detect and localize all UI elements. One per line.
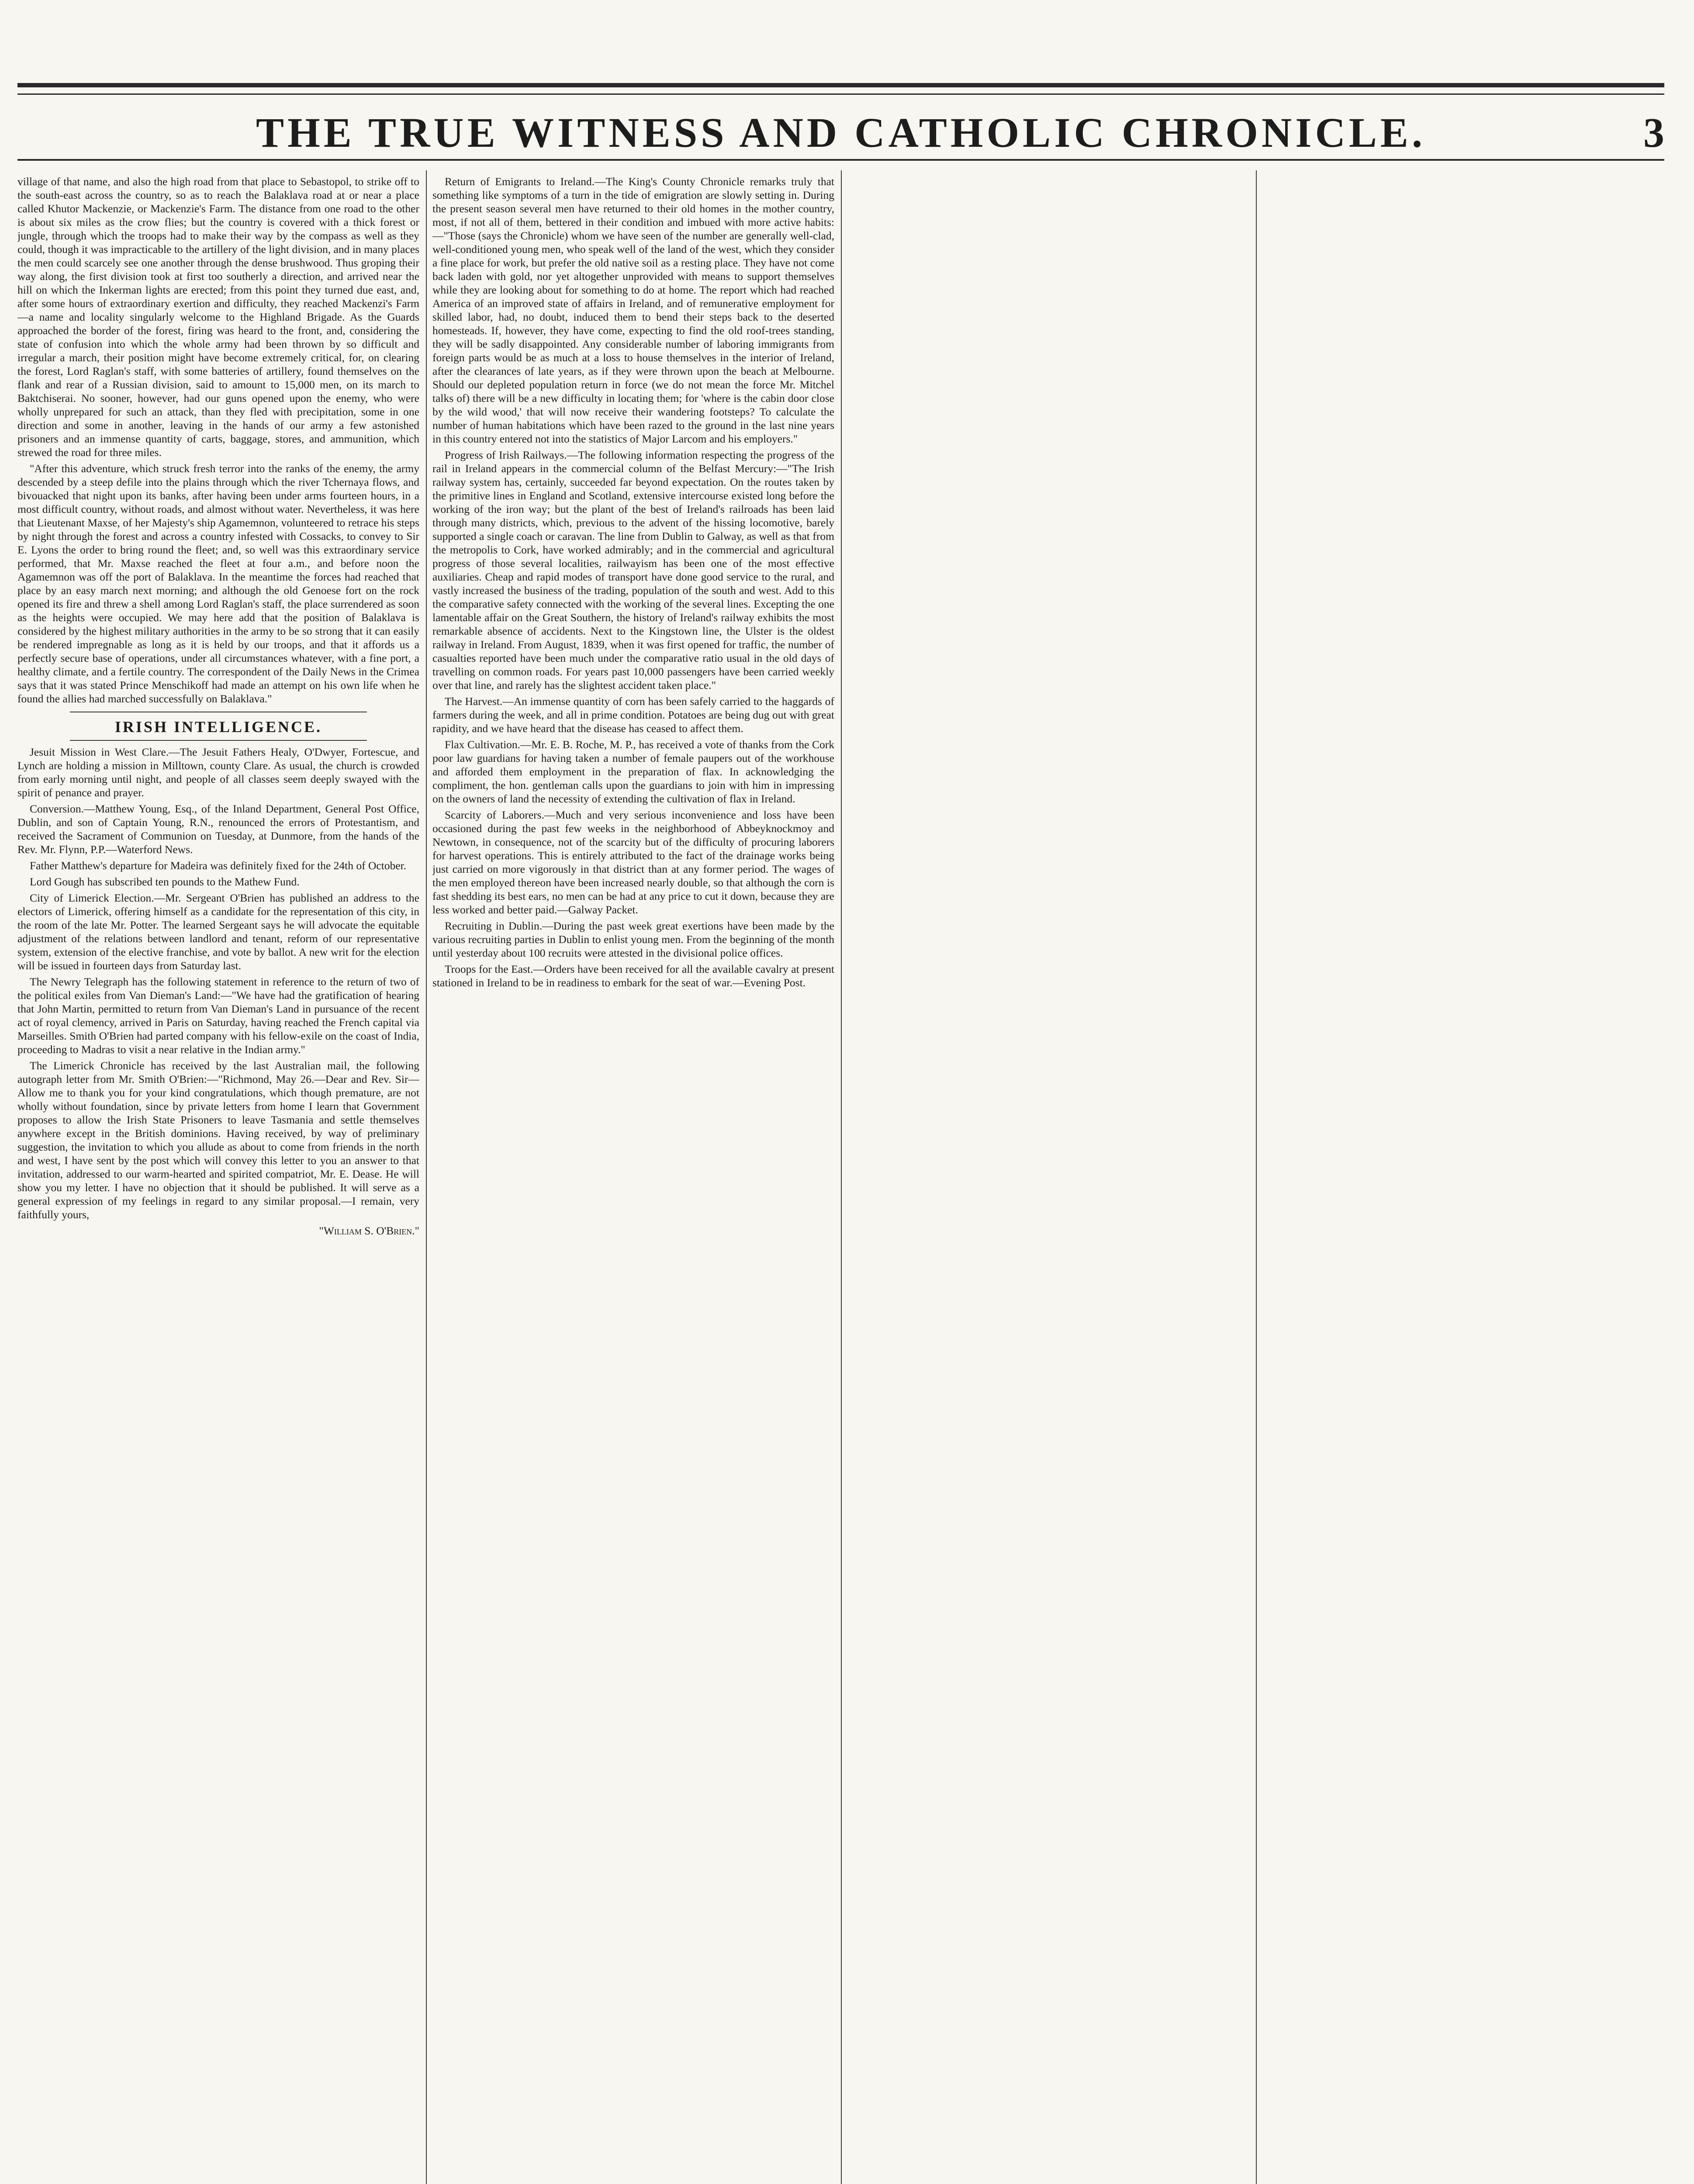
article-paragraph: "After this adventure, which struck fresh terror into the ranks of the enemy, the army descended by a steep defile into the plains through which the river Tchernaya flows, and bivouacked that night upon its banks, after having been under arms fourteen hours, in a most difficult country, without roads, and almost without water. Nevertheless, it was here that Lieutenant Maxse, of her Majesty's ship Agamemnon, volunteered to retrace his steps by night through the forest and across a country infested with Cossacks, to convey to Sir E. Lyons the order to bring round the fleet; and, so well was this extraordinary service performed, that Mr. Maxse reached the fleet at four a.m., and before noon the Agamemnon was off the port of Balaklava. In the meantime the forces had reached that place by an easy march next morning; and although the old Genoese fort on the rock opened its fire and threw a shell among Lord Raglan's staff, the place surrendered as soon as the heights were occupied. We may here add that the position of Balaklava is considered by the highest military authorities in the army to be so strong that it can easily be rendered impregnable as long as it is held by our troops, and that it affords us a perfectly secure base of operations, under all circumstances whatever, with a fine port, a healthy climate, and a fertile country. The correspondent of the Daily News in the Crimea says that it was stated Prince Menschikoff had made an attempt on his own life when he found the allies had marched successfully on Balaklava." — [17, 462, 419, 705]
column-3 — [847, 175, 1249, 2184]
column-divider — [1256, 170, 1257, 2184]
news-item: Recruiting in Dublin.—During the past week great exertions have been made by the various recruiting parties in Dublin to enlist young men. From the beginning of the month until yesterday about 100 recruits were attested in the divisional police offices. — [432, 919, 834, 959]
news-item: Conversion.—Matthew Young, Esq., of the Inland Department, General Post Office, Dublin, and son of Captain Young, R.N., renounced the errors of Protestantism, and received the Sacrament of Communion on Tuesday, at Dunmore, from the hands of the Rev. Mr. Flynn, P.P.—Waterford News. — [17, 802, 419, 856]
article-paragraph: village of that name, and also the high road from that place to Sebastopol, to strike off to the south-east across the country, so as to reach the Balaklava road at or near a place called Khutor Mackenzie, or Mackenzie's Farm. The distance from one road to the other is about six miles as the crow flies; but the country is covered with a thick forest or jungle, through which the troops had to make their way by the compass as well as they could, though it was impracticable to the artillery of the light division, and in many places the men could scarcely see one another through the dense brushwood. Thus groping their way along, the first division took at first too southerly a direction, and arrived near the hill on which the Inkerman lights are erected; from this point they turned due east, and, after some hours of extraordinary exertion and difficulty, they reached Mackenzi's Farm—a name and locality singularly welcome to the Highland Brigade. As the Guards approached the border of the forest, firing was heard to the front, and, considering the state of confusion into which the whole army had been thrown by so difficult and irregular a march, their position might have become extremely critical, for, on clearing the forest, Lord Raglan's staff, with some batteries of artillery, found themselves on the flank and rear of a Russian division, said to amount to 15,000 men, on its march to Baktchiserai. No sooner, however, had our guns opened upon the enemy, who were wholly unprepared for such an attack, than they fled with precipitation, some in one direction and some in another, leaving in the hands of our army a few astonished prisoners and an immense quantity of carts, baggage, stores, and ammunition, which strewed the road for three miles. — [17, 175, 419, 459]
newspaper-title: THE TRUE WITNESS AND CATHOLIC CHRONICLE. — [256, 109, 1426, 156]
column-2 — [432, 175, 834, 2184]
column-4 — [1262, 175, 1664, 2184]
news-item: Scarcity of Laborers.—Much and very serious inconvenience and loss have been occasioned during the past few weeks in the neighborhood of Abbeyknockmoy and Newtown, in consequence, not of the scarcity but of the difficulty of procuring laborers for harvest operations. This is entirely attributed to the fact of the drainage works being just carried on more vigorously in that district than at any former period. The wages of the men employed thereon have been increased nearly double, so that although the corn is fast shedding its best ears, no men can be had at any price to cut it down, because they are less worked and better paid.—Galway Packet. — [432, 809, 834, 916]
news-item: Return of Emigrants to Ireland.—The King's County Chronicle remarks truly that something like symptoms of a turn in the tide of emigration are slowly setting in. During the present season several men have returned to their old homes in the mother country, most, if not all of them, bettered in their condition and imbued with more active habits:—"Those (says the Chronicle) whom we have seen of the number are generally well-clad, well-conditioned young men, who speak well of the land of the west, which they consider a fine place for work, but prefer the old native soil as a resting place. They have not come back laden with gold, nor yet altogether unprovided with means to support themselves while they are looking about for something to do at home. The report which had reached America of an improved state of affairs in Ireland, and of remunerative employment for skilled labor, had, no doubt, induced them to bend their steps back to the deserted homesteads. If, however, they have come, expecting to find the old roof-trees standing, they will be sadly disappointed. Any considerable number of laboring immigrants from foreign parts would be as much at a loss to house themselves in the interior of Ireland, after the clearances of late years, as if they were thrown upon the beach at Melbourne. Should our depleted population return in force (we do not mean the force Mr. Mitchel talks of) there will be a new difficulty in locating them; for 'where is the cabin door close by the wild wood,' that will now receive their wandering footsteps? To calculate the number of human habitations which have been razed to the ground in the last nine years in this country entered not into the statistics of Major Larcom and his employers." — [432, 175, 834, 445]
masthead — [17, 83, 1664, 162]
news-item: Lord Gough has subscribed ten pounds to the Mathew Fund. — [30, 875, 300, 888]
news-item: Troops for the East.—Orders have been received for all the available cavalry at present stationed in Ireland to be in readiness to embark for the seat of war.—Evening Post. — [432, 963, 834, 989]
news-item: Progress of Irish Railways.—The following information respecting the progress of the rail in Ireland appears in the commercial column of the Belfast Mercury:—"The Irish railway system has, certainly, succeeded far beyond expectation. On the routes taken by the primitive lines in England and Scotland, extensive intercourse existed long before the working of the iron way; but the plant of the best of Ireland's railroads has been laid through many districts, which, previous to the advent of the hissing locomotive, barely supported a single coach or caravan. The line from Dublin to Galway, as well as that from the metropolis to Cork, have worked admirably; and in the commercial and agricultural progress of those several localities, railwayism has been one of the most effective auxiliaries. Cheap and rapid modes of transport have done good service to the rural, and vastly increased the business of the trading, population of the south and west. Add to this the comparative safety connected with the working of the several lines. Excepting the one lamentable affair on the Great Southern, the history of Ireland's railway exhibits the most remarkable absence of accidents. Next to the Kingstown line, the Ulster is the oldest railway in Ireland. From August, 1839, when it was first opened for traffic, the number of casualties reported have been much under the comparative ratio usual in the old days of travelling on common roads. For years past 10,000 passengers have been carried weekly over that line, and rarely has the slightest accident taken place." — [432, 449, 834, 691]
news-item: The Harvest.—An immense quantity of corn has been safely carried to the haggards of farmers during the week, and all in prime condition. Potatoes are being dug out with great rapidity, and we have heard that the disease has ceased to affect them. — [432, 695, 834, 735]
news-item: Flax Cultivation.—Mr. E. B. Roche, M. P., has received a vote of thanks from the Cork poor law guardians for having taken a number of female paupers out of the workhouse and afforded them employment in the preparation of flax. In acknowledging the compliment, the hon. gentleman calls upon the guardians to join with him in impressing on the owners of land the necessity of extending the cultivation of flax in Ireland. — [432, 738, 834, 805]
masthead-top-rule — [17, 83, 1664, 87]
page-number: 3 — [1643, 109, 1664, 156]
news-item: The Limerick Chronicle has received by the last Australian mail, the following autograph letter from Mr. Smith O'Brien:—"Richmond, May 26.—Dear and Rev. Sir—Allow me to thank you for your kind congratulations, which though premature, are not wholly without foundation, since by private letters from home I learn that Government proposes to allow the Irish State Prisoners to leave Tasmania and settle themselves anywhere except in the British dominions. Having received, by way of preliminary suggestion, the invitation to which you allude as about to come from friends in the north and west, I have sent by the post which will convey this letter to you an answer to that invitation, addressed to our warm-hearted and spirited compatriot, Mr. E. Dease. He will show you my letter. I have no objection that it should be published. It will serve as a general expression of my feelings in regard to any similar proposal.—I remain, very faithfully yours, — [17, 1059, 419, 1221]
letter-signature: "William S. O'Brien." — [319, 1224, 419, 1237]
section-rule — [70, 740, 367, 741]
section-heading: IRISH INTELLIGENCE. — [114, 718, 322, 736]
column-1 — [17, 175, 419, 2184]
news-item: Jesuit Mission in West Clare.—The Jesuit Fathers Healy, O'Dwyer, Fortescue, and Lynch are holding a mission in Milltown, county Clare. As usual, the church is crowded from early morning until night, and people of all classes seem deeply swayed with the spirit of penance and prayer. — [17, 746, 419, 799]
column-divider — [841, 170, 842, 2184]
news-item: Father Matthew's departure for Madeira was definitely fixed for the 24th of October. — [30, 859, 407, 872]
news-item: City of Limerick Election.—Mr. Sergeant O'Brien has published an address to the electors of Limerick, offering himself as a candidate for the representation of this city, in the room of the late Mr. Potter. The learned Sergeant says he will advocate the equitable adjustment of the relations between landlord and tenant, reform of our representative system, extension of the elective franchise, and vote by ballot. A new writ for the election will be issued in fourteen days from Saturday last. — [17, 892, 419, 972]
column-divider — [426, 170, 427, 2184]
masthead-bottom-rule — [17, 159, 1664, 161]
masthead-mid-rule — [17, 93, 1664, 95]
news-item: The Newry Telegraph has the following statement in reference to the return of two of the political exiles from Van Dieman's Land:—"We have had the gratification of hearing that John Martin, permitted to return from Van Dieman's Land in pursuance of the recent act of royal clemency, arrived in Paris on Saturday, having reached the French capital via Marseilles. Smith O'Brien had parted company with his fellow-exile on the coast of India, proceeding to Madras to visit a near relative in the Indian army." — [17, 975, 419, 1056]
